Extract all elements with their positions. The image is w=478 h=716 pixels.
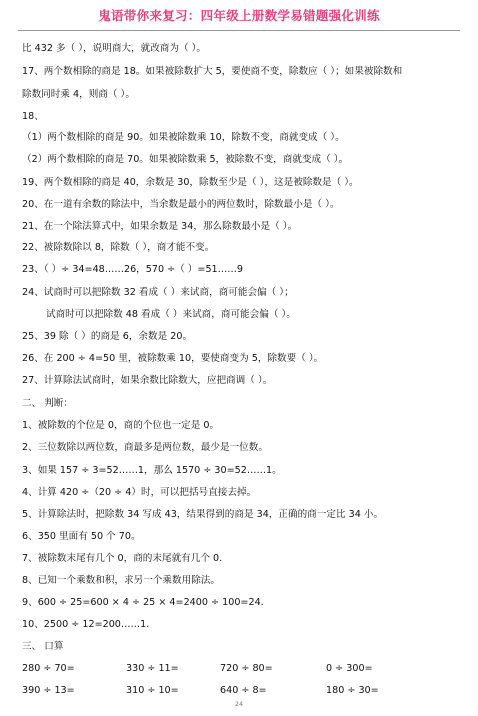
section-judgement-heading: 二、 判断： [22,398,74,409]
question-18-part-1: （1）两个数相除的商是 90。如果被除数乘 10，除数不变，商就变成（ ）。 [22,132,345,143]
judgement-3: 3、如果 157 ÷ 3=52……1，那么 1570 ÷ 30=52……1。 [22,465,282,476]
judgement-10: 10、2500 ÷ 12=200……1. [22,619,150,630]
judgement-6: 6、350 里面有 50 个 70。 [22,531,141,542]
question-19: 19、两个数相除的商是 40，余数是 30，除数至少是（ ），这是被除数是（ ）。 [22,177,359,188]
judgement-9: 9、600 ÷ 25=600 × 4 ÷ 25 × 4=2400 ÷ 100=24. [22,597,264,608]
question-17: 17、两个数相除的商是 18。如果被除数扩大 5，要使商不变，除数应（ ）；如果被除数和 [22,66,403,77]
oral-calc-item: 280 ÷ 70= [22,663,75,674]
question-16-continuation: 比 432 多（ ），说明商大，就改商为（ ）。 [22,43,207,54]
judgement-1: 1、被除数的个位是 0，商的个位也一定是 0。 [22,420,220,431]
header-divider [18,30,460,31]
oral-calc-item: 330 ÷ 11= [126,663,179,674]
oral-calc-item: 390 ÷ 13= [22,685,75,696]
question-17-continuation: 除数同时乘 4，则商（ ）。 [22,89,135,100]
oral-calc-item: 310 ÷ 10= [126,685,179,696]
judgement-2: 2、三位数除以两位数，商最多是两位数，最少是一位数。 [22,442,268,453]
question-21: 21、在一个除法算式中，如果余数是 34，那么除数最小是（ ）。 [22,221,298,232]
question-22: 22、被除数除以 8，除数（ ），商才能不变。 [22,242,215,253]
judgement-5: 5、计算除法时，把除数 34 写成 43，结果得到的商是 34，正确的商一定比 34 小。 [22,509,384,520]
oral-calc-row [22,685,462,697]
question-27: 27、计算除法试商时，如果余数比除数大，应把商调（ ）。 [22,375,273,386]
oral-calc-row [22,663,462,675]
question-26: 26、在 200 ÷ 4=50 里，被除数乘 10，要使商变为 5，除数要（ ）。 [22,353,324,364]
page-header-title: 鬼语带你来复习：四年级上册数学易错题强化训练 [98,8,380,23]
page-number: 24 [234,700,244,708]
question-24-continuation: 试商时可以把除数 48 看成（ ）来试商，商可能会偏（ ）。 [46,309,296,320]
question-24: 24、试商时可以把除数 32 看成（ ）来试商，商可能会偏（ ）； [22,287,294,298]
question-18-part-2: （2）两个数相除的商是 70。如果被除数乘 5，被除数不变，商就变成（ ）。 [22,154,349,165]
question-23: 23、（ ）÷ 34=48……26，570 ÷（ ）=51……9 [22,264,243,275]
oral-calc-item: 0 ÷ 300= [326,663,373,674]
judgement-7: 7、被除数末尾有几个 0，商的末尾就有几个 0. [22,553,223,564]
oral-calc-item: 720 ÷ 80= [220,663,273,674]
question-25: 25、39 除（ ）的商是 6，余数是 20。 [22,331,193,342]
oral-calc-item: 640 ÷ 8= [220,685,267,696]
section-oral-calc-heading: 三、 口算 [22,641,64,652]
question-20: 20、在一道有余数的除法中，当余数是最小的两位数时，除数最小是（ ）。 [22,199,340,210]
oral-calc-item: 180 ÷ 30= [326,685,379,696]
judgement-4: 4、计算 420 ÷（20 ÷ 4）时，可以把括号直接去掉。 [22,487,257,498]
question-18: 18、 [22,111,44,122]
judgement-8: 8、已知一个乘数和积，求另一个乘数用除法。 [22,575,220,586]
